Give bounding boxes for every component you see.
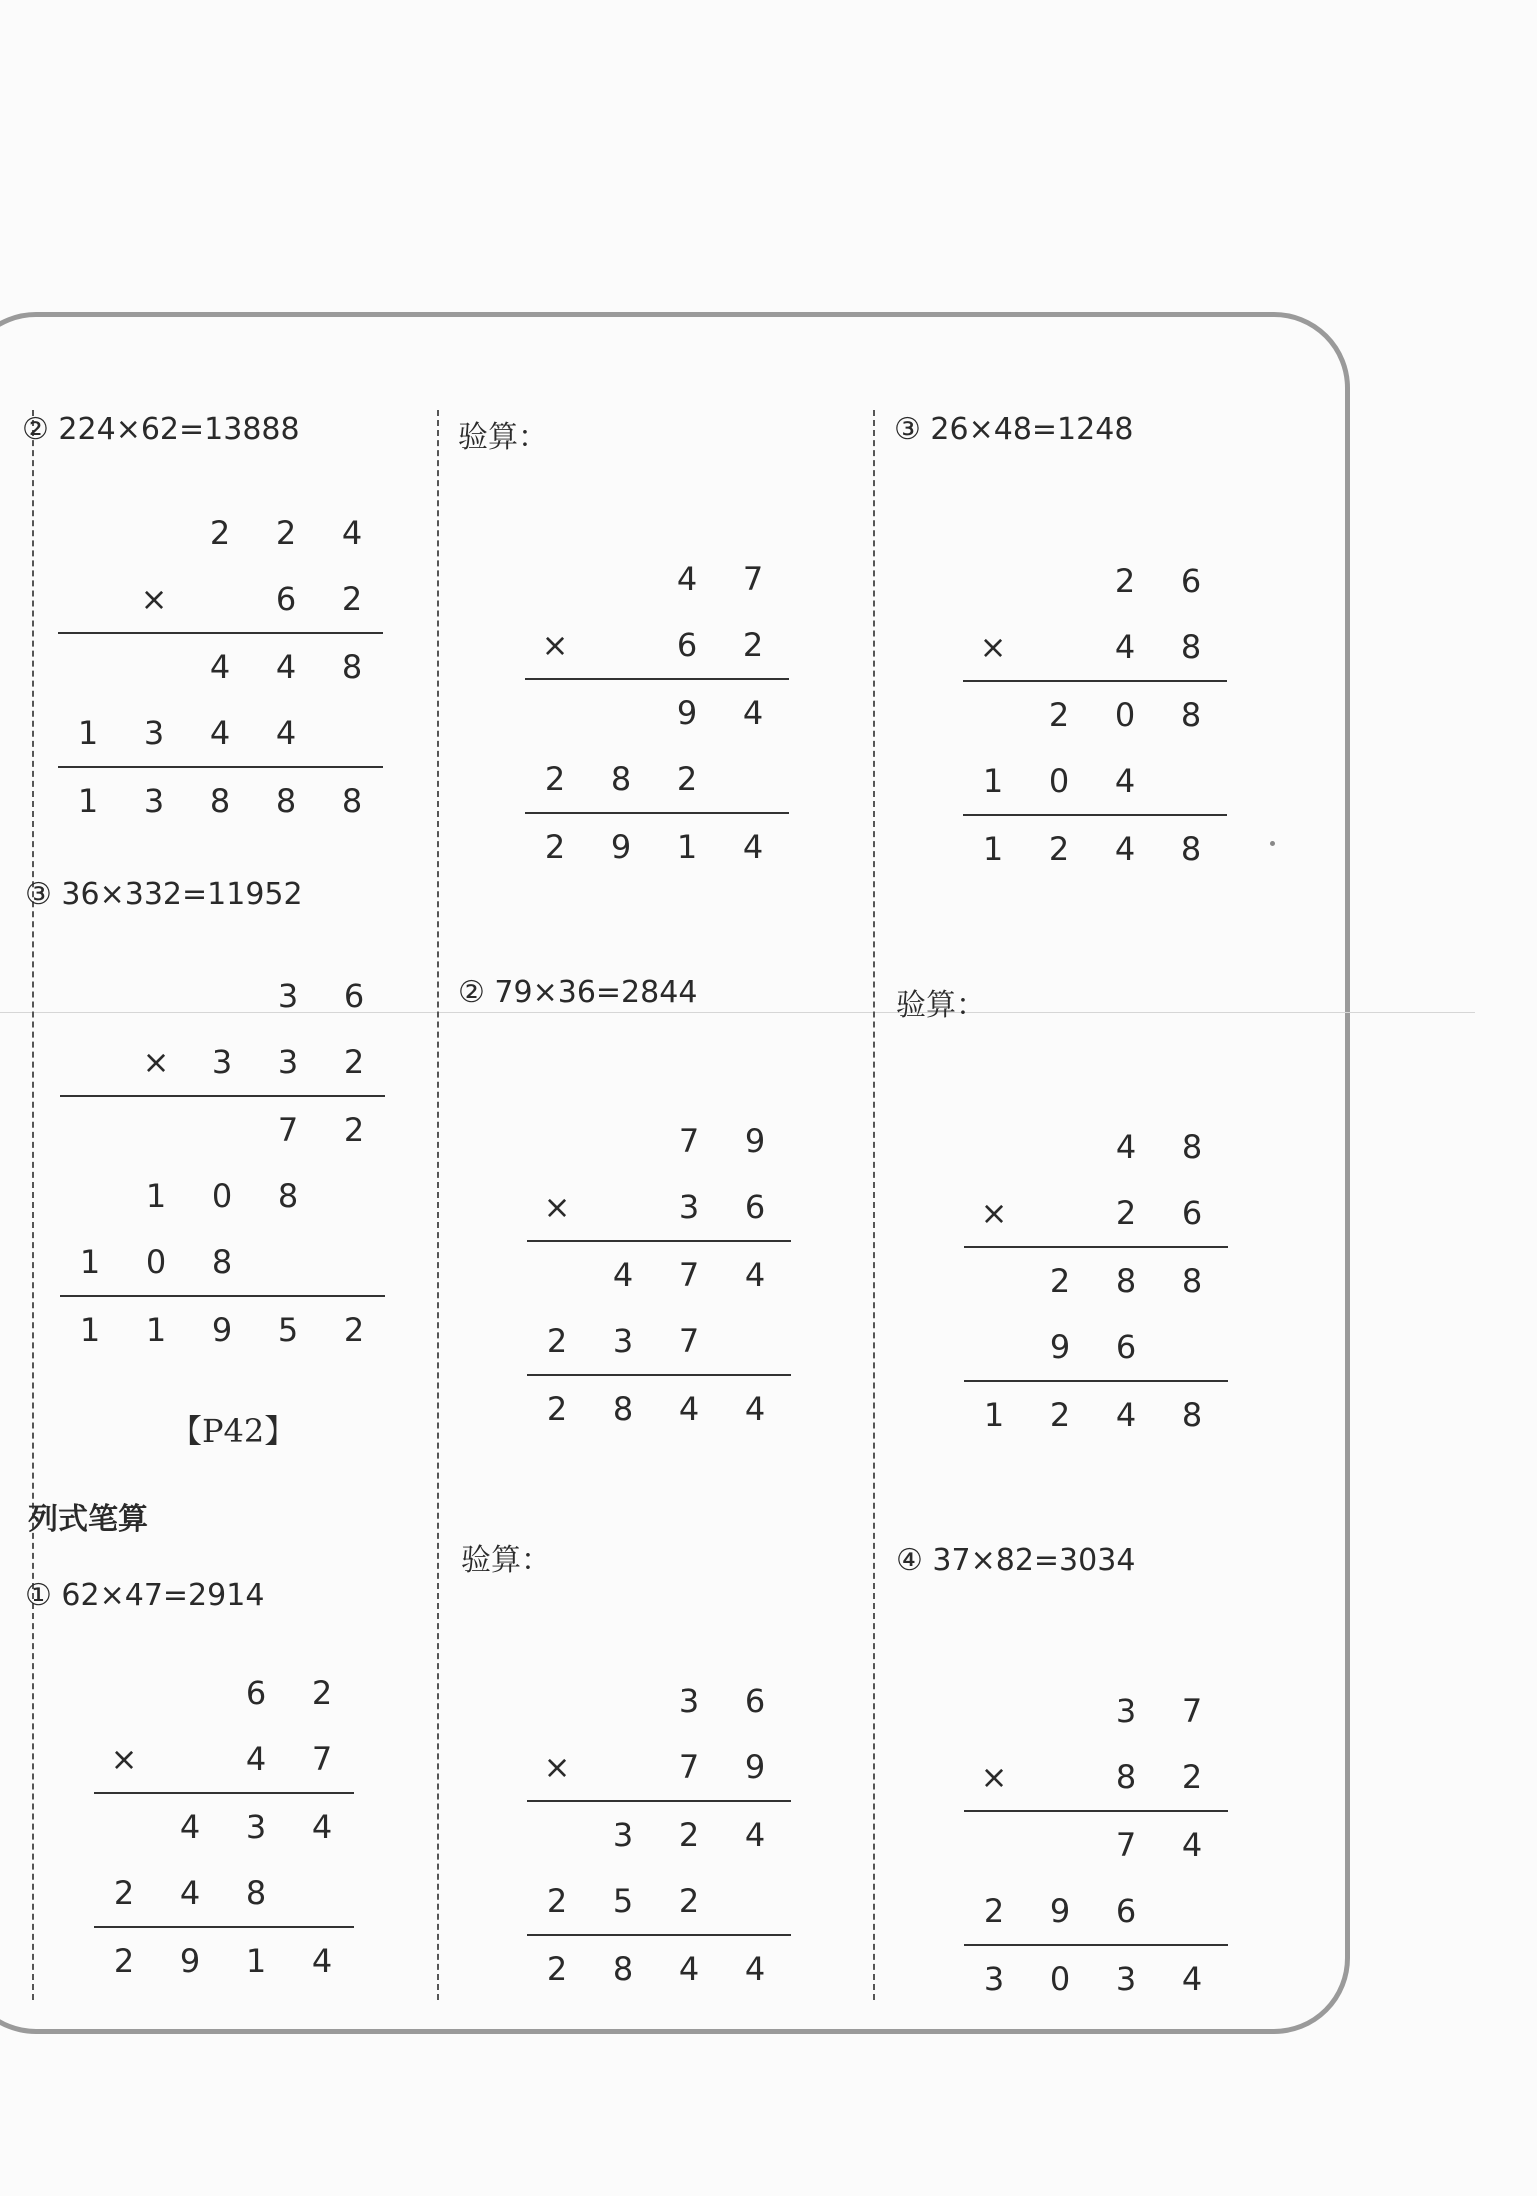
calc-digit: 5	[277, 1311, 299, 1349]
calc-digit: 2	[341, 580, 363, 618]
check-label-c: 验算：	[896, 988, 986, 1023]
calc-row	[58, 700, 383, 766]
calc-digit: 4	[1115, 1396, 1137, 1434]
calc-digit: 2	[676, 760, 698, 798]
page-number-heading: 【P42】	[170, 1412, 297, 1450]
calc-digit: 1	[983, 1396, 1005, 1434]
calc-row	[527, 1108, 791, 1174]
calc-digit: 8	[245, 1874, 267, 1912]
calc-digit: 9	[744, 1122, 766, 1160]
calc-row	[527, 1868, 791, 1934]
calc-digit: 1	[982, 830, 1004, 868]
calc-digit: 0	[1048, 762, 1070, 800]
calc-digit: 7	[678, 1748, 700, 1786]
calc-digit: 2	[1048, 830, 1070, 868]
calc-digit: 4	[742, 828, 764, 866]
column-divider-2	[873, 410, 875, 2000]
calc-digit: 8	[1181, 1128, 1203, 1166]
calc-digit: 4	[179, 1874, 201, 1912]
times-sign: ×	[110, 1740, 138, 1778]
calc-digit: 1	[79, 1311, 101, 1349]
calc-36x79	[527, 1668, 791, 2002]
calc-digit: 9	[1049, 1892, 1071, 1930]
calc-digit: 1	[145, 1311, 167, 1349]
calc-row	[964, 1678, 1228, 1744]
calc-digit: 3	[211, 1043, 233, 1081]
calc-row	[58, 500, 383, 566]
calc-digit: 6	[343, 977, 365, 1015]
calc-digit: 2	[546, 1390, 568, 1428]
calc-row	[60, 1229, 385, 1295]
calc-digit: 5	[612, 1882, 634, 1920]
calc-digit: 2	[343, 1311, 365, 1349]
calc-digit: 1	[77, 714, 99, 752]
calc-36x332	[60, 963, 385, 1363]
question-3-label: ③ 26×48=1248	[894, 412, 1134, 447]
calc-row	[964, 1114, 1228, 1180]
calc-row	[60, 1163, 385, 1229]
calc-digit: 4	[1181, 1960, 1203, 1998]
calc-digit: 8	[1115, 1758, 1137, 1796]
calc-digit: 8	[612, 1950, 634, 1988]
calc-row	[964, 1314, 1228, 1380]
calc-digit: 4	[1115, 1128, 1137, 1166]
calc-digit: 4	[1114, 628, 1136, 666]
calc-224x62	[58, 500, 383, 834]
calc-digit: 2	[113, 1942, 135, 1980]
calc-48x26	[964, 1114, 1228, 1448]
calc-26x48	[963, 548, 1227, 882]
calc-row	[94, 1660, 354, 1726]
calc-digit: 3	[678, 1682, 700, 1720]
calc-row	[964, 1382, 1228, 1448]
calc-digit: 1	[79, 1243, 101, 1281]
times-sign: ×	[140, 580, 168, 618]
question-4-label: ④ 37×82=3034	[896, 1543, 1136, 1578]
calc-digit: 8	[1181, 1262, 1203, 1300]
calc-digit: 2	[742, 626, 764, 664]
calc-row	[964, 1946, 1228, 2012]
calc-digit: 4	[678, 1950, 700, 1988]
calc-digit: 2	[343, 1111, 365, 1149]
calc-digit: 8	[1115, 1262, 1137, 1300]
calc-digit: 7	[678, 1122, 700, 1160]
calc-digit: 7	[1181, 1692, 1203, 1730]
calc-row	[963, 614, 1227, 680]
calc-digit: 3	[277, 1043, 299, 1081]
calc-digit: 3	[143, 714, 165, 752]
calc-digit: 7	[1115, 1826, 1137, 1864]
calc-row	[964, 1812, 1228, 1878]
calc-digit: 2	[1049, 1396, 1071, 1434]
calc-row	[963, 548, 1227, 614]
times-sign: ×	[543, 1748, 571, 1786]
calc-digit: 2	[1049, 1262, 1071, 1300]
calc-row	[527, 1242, 791, 1308]
times-sign: ×	[980, 1758, 1008, 1796]
calc-digit: 2	[1048, 696, 1070, 734]
column-divider-left	[32, 410, 34, 2000]
problem-3-label: ③ 36×332=11952	[25, 877, 303, 912]
calc-digit: 3	[1115, 1960, 1137, 1998]
calc-row	[964, 1248, 1228, 1314]
calc-digit: 4	[676, 560, 698, 598]
calc-row	[58, 566, 383, 632]
calc-row	[94, 1794, 354, 1860]
calc-row	[527, 1734, 791, 1800]
calc-digit: 3	[678, 1188, 700, 1226]
calc-digit: 3	[983, 1960, 1005, 1998]
calc-digit: 4	[744, 1816, 766, 1854]
calc-digit: 4	[311, 1942, 333, 1980]
calc-digit: 2	[343, 1043, 365, 1081]
calc-row	[58, 768, 383, 834]
calc-digit: 1	[676, 828, 698, 866]
calc-digit: 6	[245, 1674, 267, 1712]
times-sign: ×	[541, 626, 569, 664]
check-label-b: 验算：	[461, 1543, 551, 1578]
calc-digit: 3	[612, 1322, 634, 1360]
calc-row	[964, 1180, 1228, 1246]
calc-digit: 4	[209, 714, 231, 752]
print-speck	[1270, 841, 1275, 846]
calc-digit: 8	[610, 760, 632, 798]
calc-row	[58, 634, 383, 700]
calc-row	[94, 1860, 354, 1926]
calc-digit: 9	[211, 1311, 233, 1349]
calc-digit: 4	[275, 648, 297, 686]
calc-row	[94, 1928, 354, 1994]
calc-digit: 8	[1180, 830, 1202, 868]
calc-digit: 2	[544, 760, 566, 798]
calc-digit: 2	[1181, 1758, 1203, 1796]
calc-row	[525, 546, 789, 612]
calc-37x82	[964, 1678, 1228, 2012]
calc-digit: 2	[1115, 1194, 1137, 1232]
calc-digit: 6	[1181, 1194, 1203, 1232]
calc-digit: 2	[678, 1816, 700, 1854]
calc-row	[964, 1878, 1228, 1944]
calc-row	[525, 680, 789, 746]
calc-digit: 1	[245, 1942, 267, 1980]
calc-row	[60, 1097, 385, 1163]
calc-row	[525, 814, 789, 880]
calc-digit: 8	[1180, 628, 1202, 666]
calc-row	[525, 746, 789, 812]
calc-digit: 1	[145, 1177, 167, 1215]
check-label-a: 验算：	[458, 420, 548, 455]
calc-digit: 8	[277, 1177, 299, 1215]
calc-digit: 2	[275, 514, 297, 552]
calc-digit: 9	[676, 694, 698, 732]
calc-digit: 2	[1114, 562, 1136, 600]
calc-digit: 4	[275, 714, 297, 752]
calc-digit: 7	[678, 1322, 700, 1360]
calc-row	[963, 682, 1227, 748]
calc-digit: 2	[113, 1874, 135, 1912]
calc-digit: 7	[277, 1111, 299, 1149]
calc-digit: 9	[1049, 1328, 1071, 1366]
calc-digit: 6	[1115, 1328, 1137, 1366]
calc-digit: 8	[1180, 696, 1202, 734]
question-1-label: ① 62×47=2914	[25, 1578, 265, 1613]
times-sign: ×	[142, 1043, 170, 1081]
calc-row	[525, 612, 789, 678]
calc-digit: 3	[277, 977, 299, 1015]
calc-digit: 9	[179, 1942, 201, 1980]
calc-digit: 2	[546, 1882, 568, 1920]
calc-digit: 4	[1181, 1826, 1203, 1864]
calc-digit: 2	[546, 1322, 568, 1360]
calc-row	[527, 1376, 791, 1442]
calc-digit: 6	[744, 1682, 766, 1720]
calc-row	[527, 1936, 791, 2002]
calc-digit: 6	[275, 580, 297, 618]
calc-digit: 8	[275, 782, 297, 820]
times-sign: ×	[543, 1188, 571, 1226]
calc-digit: 2	[546, 1950, 568, 1988]
calc-digit: 8	[341, 782, 363, 820]
calc-digit: 4	[744, 1256, 766, 1294]
calc-digit: 2	[544, 828, 566, 866]
calc-digit: 6	[744, 1188, 766, 1226]
calc-digit: 0	[1114, 696, 1136, 734]
calc-79x36	[527, 1108, 791, 1442]
calc-row	[527, 1668, 791, 1734]
calc-digit: 9	[744, 1748, 766, 1786]
calc-digit: 4	[678, 1390, 700, 1428]
calc-row	[527, 1308, 791, 1374]
calc-digit: 6	[676, 626, 698, 664]
times-sign: ×	[980, 1194, 1008, 1232]
calc-digit: 4	[179, 1808, 201, 1846]
calc-digit: 3	[1115, 1692, 1137, 1730]
calc-row	[60, 1297, 385, 1363]
calc-digit: 3	[245, 1808, 267, 1846]
calc-digit: 8	[341, 648, 363, 686]
calc-row	[60, 1029, 385, 1095]
calc-digit: 8	[612, 1390, 634, 1428]
calc-row	[964, 1744, 1228, 1810]
calc-digit: 1	[982, 762, 1004, 800]
calc-row	[527, 1174, 791, 1240]
calc-digit: 3	[612, 1816, 634, 1854]
calc-digit: 6	[1115, 1892, 1137, 1930]
calc-digit: 4	[209, 648, 231, 686]
calc-digit: 4	[1114, 762, 1136, 800]
calc-digit: 9	[610, 828, 632, 866]
calc-digit: 7	[678, 1256, 700, 1294]
calc-62x47	[94, 1660, 354, 1994]
calc-digit: 4	[1114, 830, 1136, 868]
calc-digit: 1	[77, 782, 99, 820]
calc-digit: 0	[145, 1243, 167, 1281]
calc-row	[963, 748, 1227, 814]
calc-digit: 4	[311, 1808, 333, 1846]
calc-digit: 4	[744, 1950, 766, 1988]
calc-row	[527, 1802, 791, 1868]
calc-digit: 4	[341, 514, 363, 552]
calc-digit: 4	[742, 694, 764, 732]
question-2-label: ② 79×36=2844	[458, 975, 698, 1010]
calc-digit: 0	[1049, 1960, 1071, 1998]
column-divider-1	[437, 410, 439, 2000]
times-sign: ×	[979, 628, 1007, 666]
calc-row	[963, 816, 1227, 882]
calc-digit: 7	[311, 1740, 333, 1778]
calc-digit: 2	[678, 1882, 700, 1920]
calc-row	[94, 1726, 354, 1792]
calc-digit: 6	[1180, 562, 1202, 600]
calc-digit: 4	[612, 1256, 634, 1294]
calc-digit: 2	[209, 514, 231, 552]
calc-digit: 2	[983, 1892, 1005, 1930]
calc-digit: 0	[211, 1177, 233, 1215]
calc-47x62	[525, 546, 789, 880]
calc-digit: 8	[1181, 1396, 1203, 1434]
calc-digit: 3	[143, 782, 165, 820]
calc-digit: 4	[245, 1740, 267, 1778]
section-heading: 列式笔算	[28, 1502, 148, 1537]
calc-digit: 8	[209, 782, 231, 820]
calc-row	[60, 963, 385, 1029]
calc-digit: 2	[311, 1674, 333, 1712]
calc-digit: 7	[742, 560, 764, 598]
calc-digit: 4	[744, 1390, 766, 1428]
calc-digit: 8	[211, 1243, 233, 1281]
problem-2-label: ② 224×62=13888	[22, 412, 300, 447]
